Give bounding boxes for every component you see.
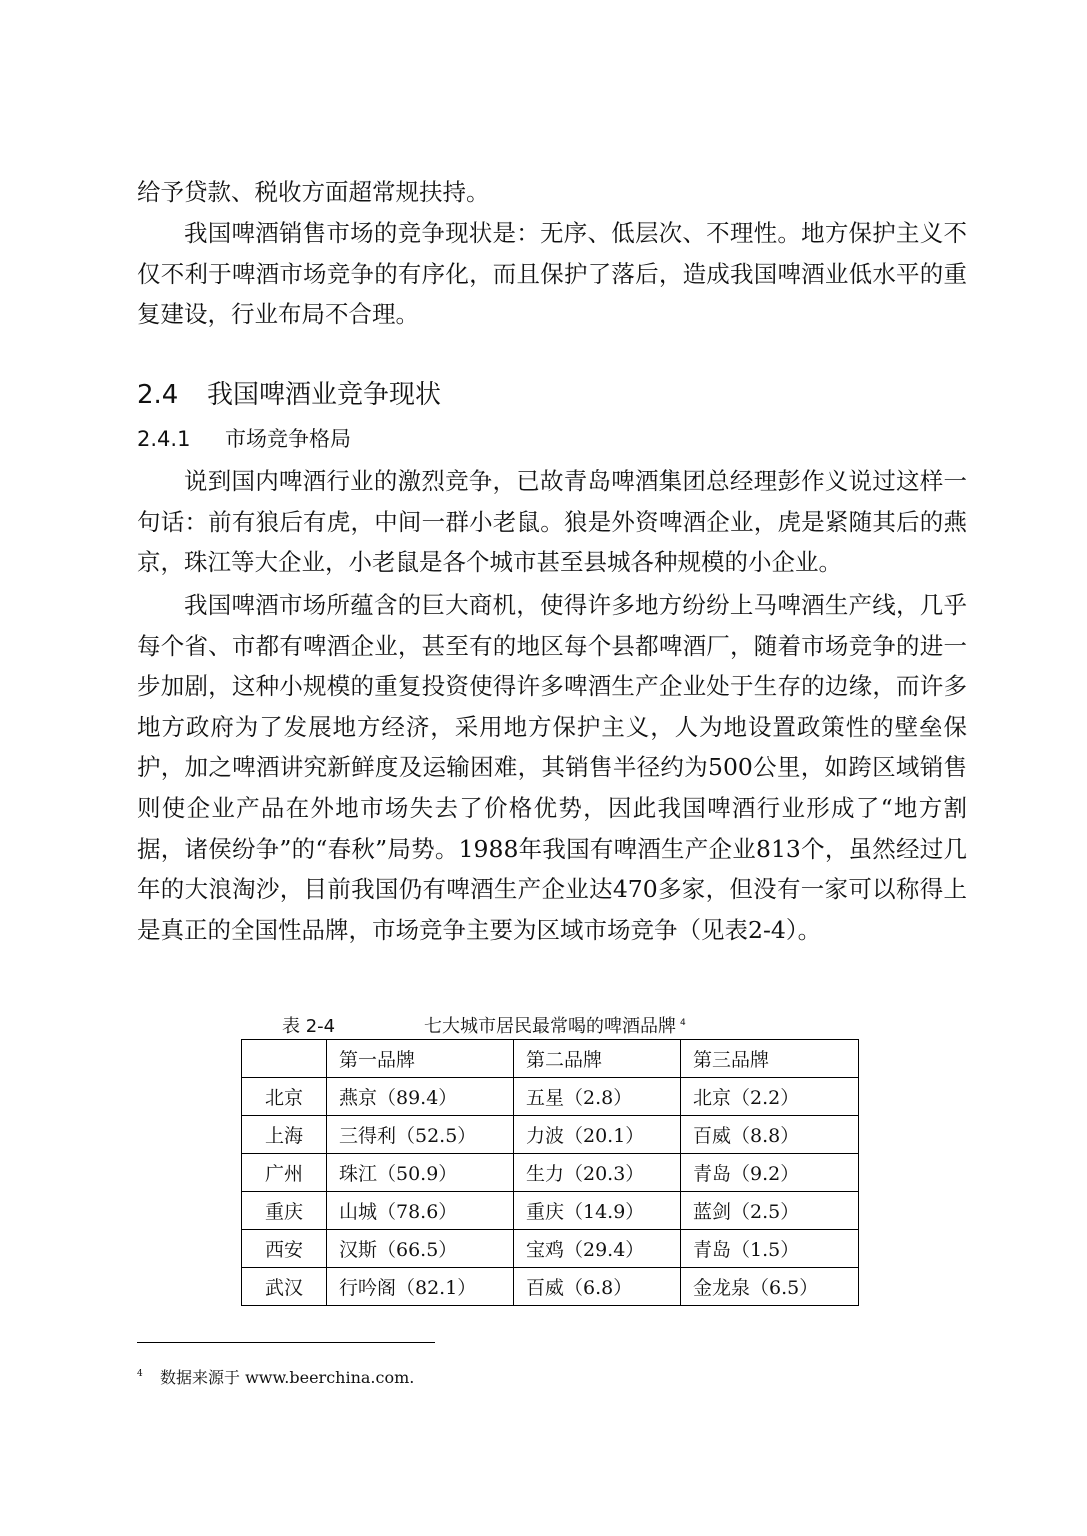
city-cell: 重庆 bbox=[242, 1192, 327, 1230]
header-cell: 第一品牌 bbox=[327, 1040, 514, 1078]
brand-cell: 力波（20.1） bbox=[514, 1116, 681, 1154]
table-header-row bbox=[242, 1040, 859, 1078]
table-title: 七大城市居民最常喝的啤酒品牌 bbox=[424, 1016, 676, 1037]
header-cell bbox=[242, 1040, 327, 1078]
brand-cell: 生力（20.3） bbox=[514, 1154, 681, 1192]
brand-cell: 三得利（52.5） bbox=[327, 1116, 514, 1154]
brand-cell: 汉斯（66.5） bbox=[327, 1230, 514, 1268]
section-number: 2.4 bbox=[137, 380, 179, 410]
paragraph-competition-quote: 说到国内啤酒行业的激烈竞争，已故青岛啤酒集团总经理彭作义说过这样一句话：前有狼后有虎，中间一群小老鼠。狼是外资啤酒企业，虎是紧随其后的燕京，珠江等大企业，小老鼠是各个城市甚至县城各种规模的小企业。 bbox=[137, 467, 967, 577]
subsection-title: 市场竞争格局 bbox=[225, 427, 351, 451]
subsection-number: 2.4.1 bbox=[137, 427, 191, 451]
header-cell: 第三品牌 bbox=[681, 1040, 859, 1078]
city-cell: 广州 bbox=[242, 1154, 327, 1192]
brand-cell: 重庆（14.9） bbox=[514, 1192, 681, 1230]
beer-brand-table bbox=[241, 1039, 859, 1306]
brand-cell: 青岛（1.5） bbox=[681, 1230, 859, 1268]
city-cell: 西安 bbox=[242, 1230, 327, 1268]
table-row bbox=[242, 1078, 859, 1116]
paragraph-market-analysis: 我国啤酒市场所蕴含的巨大商机，使得许多地方纷纷上马啤酒生产线，几乎每个省、市都有啤酒企业，甚至有的地区每个县都啤酒厂，随着市场竞争的进一步加剧，这种小规模的重复投资使得许多啤酒生产企业处于生存的边缘，而许多地方政府为了发展地方经济，采用地方保护主义，人为地设置政策性的壁垒保护，加之啤酒讲究新鲜度及运输困难，其销售半径约为500公里，如跨区域销售则使企业产品在外地市场失去了价格优势，因此我国啤酒行业形成了“地方割据，诸侯纷争”的“春秋”局势。1988年我国有啤酒生产企业813个，虽然经过几年的大浪淘沙，目前我国仍有啤酒生产企业达470多家，但没有一家可以称得上是真正的全国性品牌，市场竞争主要为区域市场竞争（见表2-4）。 bbox=[137, 591, 967, 944]
brand-cell: 燕京（89.4） bbox=[327, 1078, 514, 1116]
brand-cell: 山城（78.6） bbox=[327, 1192, 514, 1230]
brand-cell: 蓝剑（2.5） bbox=[681, 1192, 859, 1230]
brand-cell: 珠江（50.9） bbox=[327, 1154, 514, 1192]
footnote-ref: 4 bbox=[680, 1018, 686, 1028]
brand-cell: 北京（2.2） bbox=[681, 1078, 859, 1116]
table-caption bbox=[282, 1010, 686, 1040]
city-cell: 上海 bbox=[242, 1116, 327, 1154]
table-row bbox=[242, 1230, 859, 1268]
subsection-heading bbox=[137, 422, 351, 456]
brand-cell: 五星（2.8） bbox=[514, 1078, 681, 1116]
section-title: 我国啤酒业竞争现状 bbox=[207, 380, 442, 410]
table-row bbox=[242, 1154, 859, 1192]
section-heading bbox=[137, 376, 441, 414]
header-cell: 第二品牌 bbox=[514, 1040, 681, 1078]
brand-cell: 金龙泉（6.5） bbox=[681, 1268, 859, 1306]
brand-cell: 宝鸡（29.4） bbox=[514, 1230, 681, 1268]
paragraph-market-status: 我国啤酒销售市场的竞争现状是：无序、低层次、不理性。地方保护主义不仅不利于啤酒市场竞争的有序化，而且保护了落后，造成我国啤酒业低水平的重复建设，行业布局不合理。 bbox=[137, 219, 967, 329]
brand-cell: 百威（8.8） bbox=[681, 1116, 859, 1154]
city-cell: 北京 bbox=[242, 1078, 327, 1116]
footnote-divider bbox=[137, 1342, 435, 1343]
footnote bbox=[137, 1362, 414, 1390]
brand-cell: 行吟阁（82.1） bbox=[327, 1268, 514, 1306]
brand-cell: 百威（6.8） bbox=[514, 1268, 681, 1306]
city-cell: 武汉 bbox=[242, 1268, 327, 1306]
table-row bbox=[242, 1192, 859, 1230]
table-label: 表 2-4 bbox=[282, 1016, 336, 1037]
table-row bbox=[242, 1116, 859, 1154]
brand-cell: 青岛（9.2） bbox=[681, 1154, 859, 1192]
footnote-text: 数据来源于 www.beerchina.com. bbox=[160, 1368, 415, 1387]
paragraph-intro: 给予贷款、税收方面超常规扶持。 bbox=[137, 178, 490, 206]
footnote-mark: 4 bbox=[137, 1369, 143, 1379]
table-row bbox=[242, 1268, 859, 1306]
